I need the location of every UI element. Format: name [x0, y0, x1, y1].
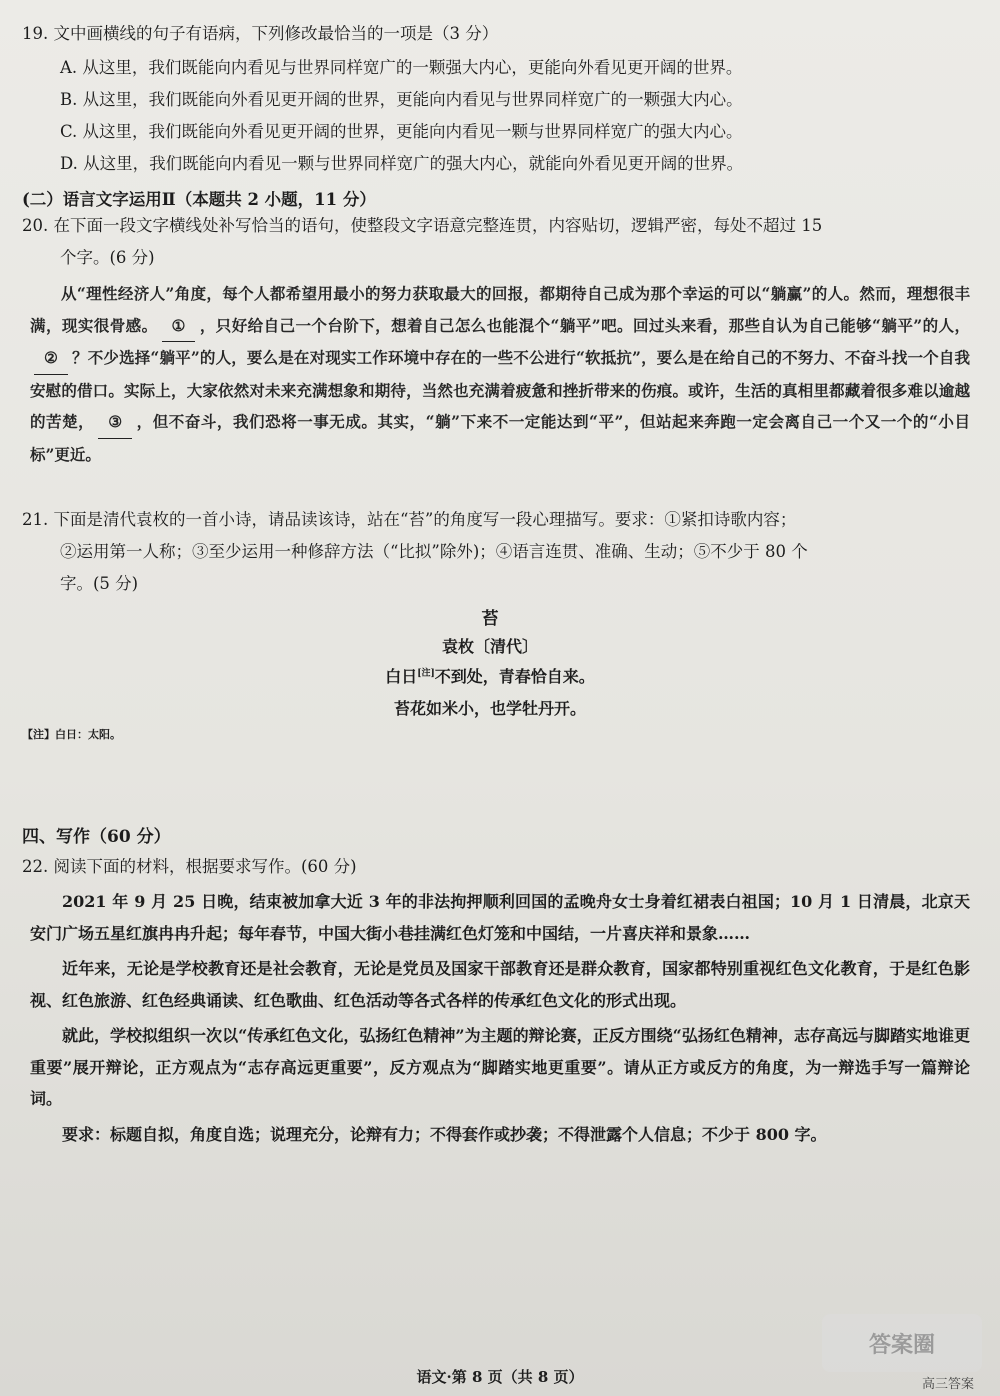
poem-line-1	[0, 664, 980, 687]
q20-passage-part2: ，只好给自己一个台阶下，想着自己怎么也能混个“躺平”吧。回过头来看，那些自认为自己能够“躺平”的人，	[199, 315, 970, 335]
poem-line-2: 苔花如米小，也学牡丹开。	[393, 699, 586, 718]
q20-passage-part3: ？不少选择“躺平”的人，要么是在对现实工作环境中存在的一些不公进行“软抵抗”，要么是在给自己的不努力、不奋斗找一个自我安慰的借口。实际上，大家依然对未来充满想象和期待，当然也充满着疲惫和挫折带来的伤痕。或许，生活的真相里都藏着很多难以逾越的苦楚，	[30, 348, 970, 431]
poem-line-1-b: 不到处，青春恰自来。	[434, 667, 595, 686]
q21-stem-line3: 字。(5 分)	[60, 574, 139, 593]
q19-option-b: B. 从这里，我们既能向外看见更开阔的世界，更能向内看见与世界同样宽广的一颗强大内心。	[60, 90, 743, 109]
q20-blank-3: ③	[98, 406, 132, 439]
q20-blank-2: ②	[34, 342, 68, 375]
q22-stem: 22. 阅读下面的材料，根据要求写作。(60 分)	[22, 857, 357, 876]
q22-material-para-2: 近年来，无论是学校教育还是社会教育，无论是党员及国家干部教育还是群众教育，国家都特别重视红色文化教育，于是红色影视、红色旅游、红色经典诵读、红色歌曲、红色活动等各式各样的传承红色文化的形式出现。	[30, 959, 970, 1010]
q21-stem-line1: 21. 下面是清代袁枚的一首小诗，请品读该诗，站在“苔”的角度写一段心理描写。要求：①紧扣诗歌内容；	[22, 510, 797, 529]
q20-passage	[30, 278, 970, 470]
q19-option-c: C. 从这里，我们既能向外看见更开阔的世界，更能向内看见一颗与世界同样宽广的强大内心。	[60, 122, 743, 141]
q20-stem-line1: 20. 在下面一段文字横线处补写恰当的语句，使整段文字语意完整连贯，内容贴切，逻辑严密，每处不超过 15	[22, 216, 823, 235]
q22-requirements: 要求：标题自拟，角度自选；说理充分，论辩有力；不得套作或抄袭；不得泄露个人信息；不少于 800 字。	[62, 1124, 827, 1144]
poem-author: 袁枚〔清代〕	[441, 637, 538, 656]
section-heading-2: (二）语言文字运用Ⅱ（本题共 2 小题，11 分）	[22, 190, 376, 209]
watermark-logo	[822, 1314, 982, 1372]
q19-option-d: D. 从这里，我们既能向内看见一颗与世界同样宽广的强大内心，就能向外看见更开阔的世界。	[60, 154, 744, 173]
q19-stem: 19. 文中画横线的句子有语病，下列修改最恰当的一项是（3 分）	[22, 24, 499, 43]
q20-passage-part4: ，但不奋斗，我们恐将一事无成。其实，“躺”下来不一定能达到“平”，但站起来奔跑一定会离自己一个又一个的“小目标”更近。	[30, 412, 970, 464]
q21-stem-line2: ②运用第一人称；③至少运用一种修辞方法（“比拟”除外)；④语言连贯、准确、生动；⑤不少于 80 个	[60, 542, 808, 561]
page-footer: 语文·第 8 页（共 8 页）	[416, 1368, 584, 1386]
section-heading-4: 四、写作（60 分）	[22, 827, 171, 847]
q22-material	[30, 886, 970, 1150]
q22-material-para-1: 2021 年 9 月 25 日晚，结束被加拿大近 3 年的非法拘押顺利回国的孟晚舟女士身着红裙表白祖国；10 月 1 日清晨，北京天安门广场五星红旗冉冉升起；每年春节，中国大街小巷挂满红色灯笼和中国结，一片喜庆祥和景象……	[30, 892, 970, 943]
poem-title: 苔	[481, 609, 499, 629]
q20-passage-part1: 从“理性经济人”角度，每个人都希望用最小的努力获取最大的回报，都期待自己成为那个幸运的可以“躺赢”的人。然而，理想很丰满，现实很骨感。	[30, 284, 970, 335]
q20-blank-1: ①	[162, 310, 196, 343]
q22-material-para-3: 就此，学校拟组织一次以“传承红色文化，弘扬红色精神”为主题的辩论赛，正反方围绕“弘扬红色精神，志存高远与脚踏实地谁更重要”展开辩论，正方观点为“志存高远更重要”，反方观点为“脚踏实地更重要”。请从正方或反方的角度，为一辩选手写一篇辩论词。	[30, 1026, 970, 1108]
watermark-badge: 高三答案	[921, 1377, 974, 1392]
q20-stem-line2: 个字。(6 分)	[60, 248, 155, 267]
poem-note-marker: [注]	[417, 668, 435, 679]
poem-line-1-a: 白日	[385, 667, 418, 686]
poem-footnote: 【注】白日：太阳。	[22, 728, 121, 741]
watermark-text: 答案圈	[868, 1332, 935, 1358]
q19-option-a: A. 从这里，我们既能向内看见与世界同样宽广的一颗强大内心，更能向外看见更开阔的世界。	[60, 58, 743, 77]
